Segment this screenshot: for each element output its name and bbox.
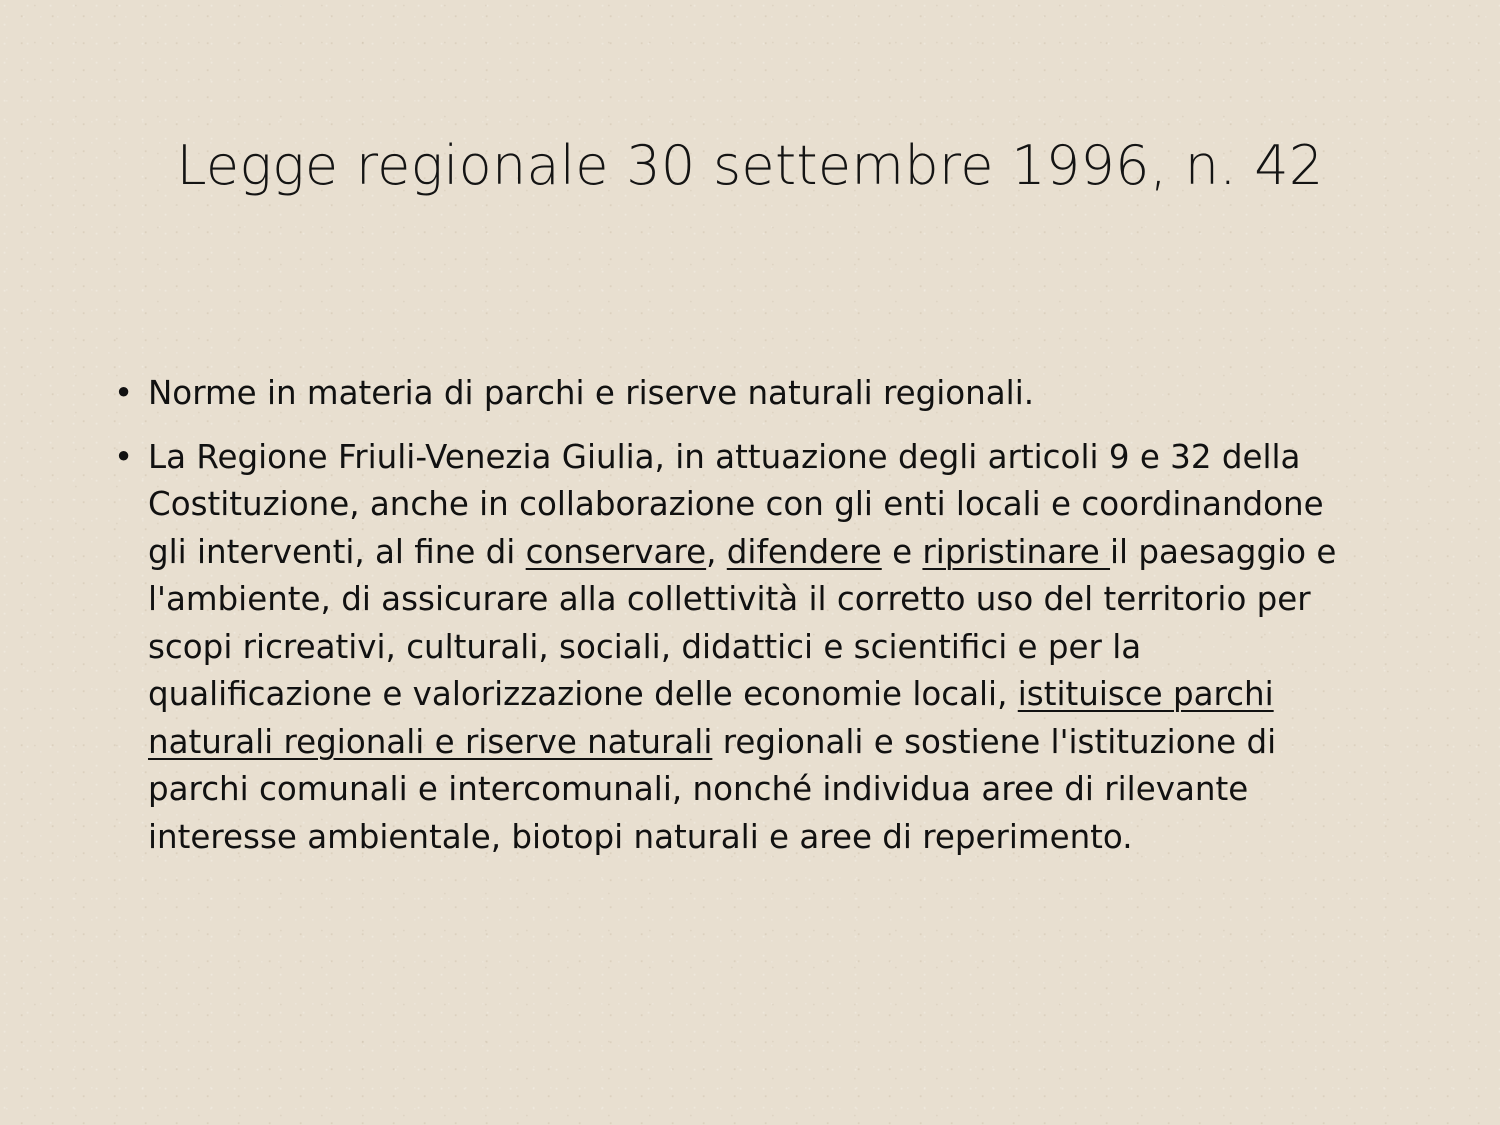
underlined-conservare: conservare (525, 532, 707, 571)
underlined-difendere: difendere (726, 532, 882, 571)
bullet-2-sep-2: e (881, 532, 923, 571)
bullet-item-2 (112, 434, 1372, 862)
bullet-dot-icon: • (114, 374, 134, 412)
bullet-text-2 (148, 438, 1336, 856)
bullet-2-sep-1: , (706, 532, 727, 571)
bullet-item-1 (112, 370, 1372, 418)
bullet-2-part-1: La Regione Friuli-Venezia Giulia, in attuazione degli articoli 9 e 32 della Costituzione, anche in collaborazione con gli enti locali e coordinandone gli interventi, al fine di (148, 437, 1324, 571)
bullet-list (112, 370, 1372, 877)
underlined-istituisce: istituisce parchi naturali regionali e riserve naturali (148, 675, 1274, 761)
bullet-2-part-3: regionali e sostiene l'istituzione di parchi comunali e intercomunali, nonché individua aree di rilevante interesse ambientale, biotopi naturali e aree di reperimento. (148, 722, 1277, 856)
bullet-2-part-2: il paesaggio e l'ambiente, di assicurare alla collettività il corretto uso del territorio per scopi ricreativi, culturali, sociali, didattici e scientifici e per la qualificazione e valorizzazione delle economie locali, (148, 532, 1337, 713)
slide-title: Legge regionale 30 settembre 1996, n. 42 (176, 134, 1324, 197)
bullet-text-1: Norme in materia di parchi e riserve naturali regionali. (148, 374, 1035, 412)
underlined-ripristinare: ripristinare (922, 532, 1111, 571)
bullet-dot-icon: • (114, 437, 134, 476)
